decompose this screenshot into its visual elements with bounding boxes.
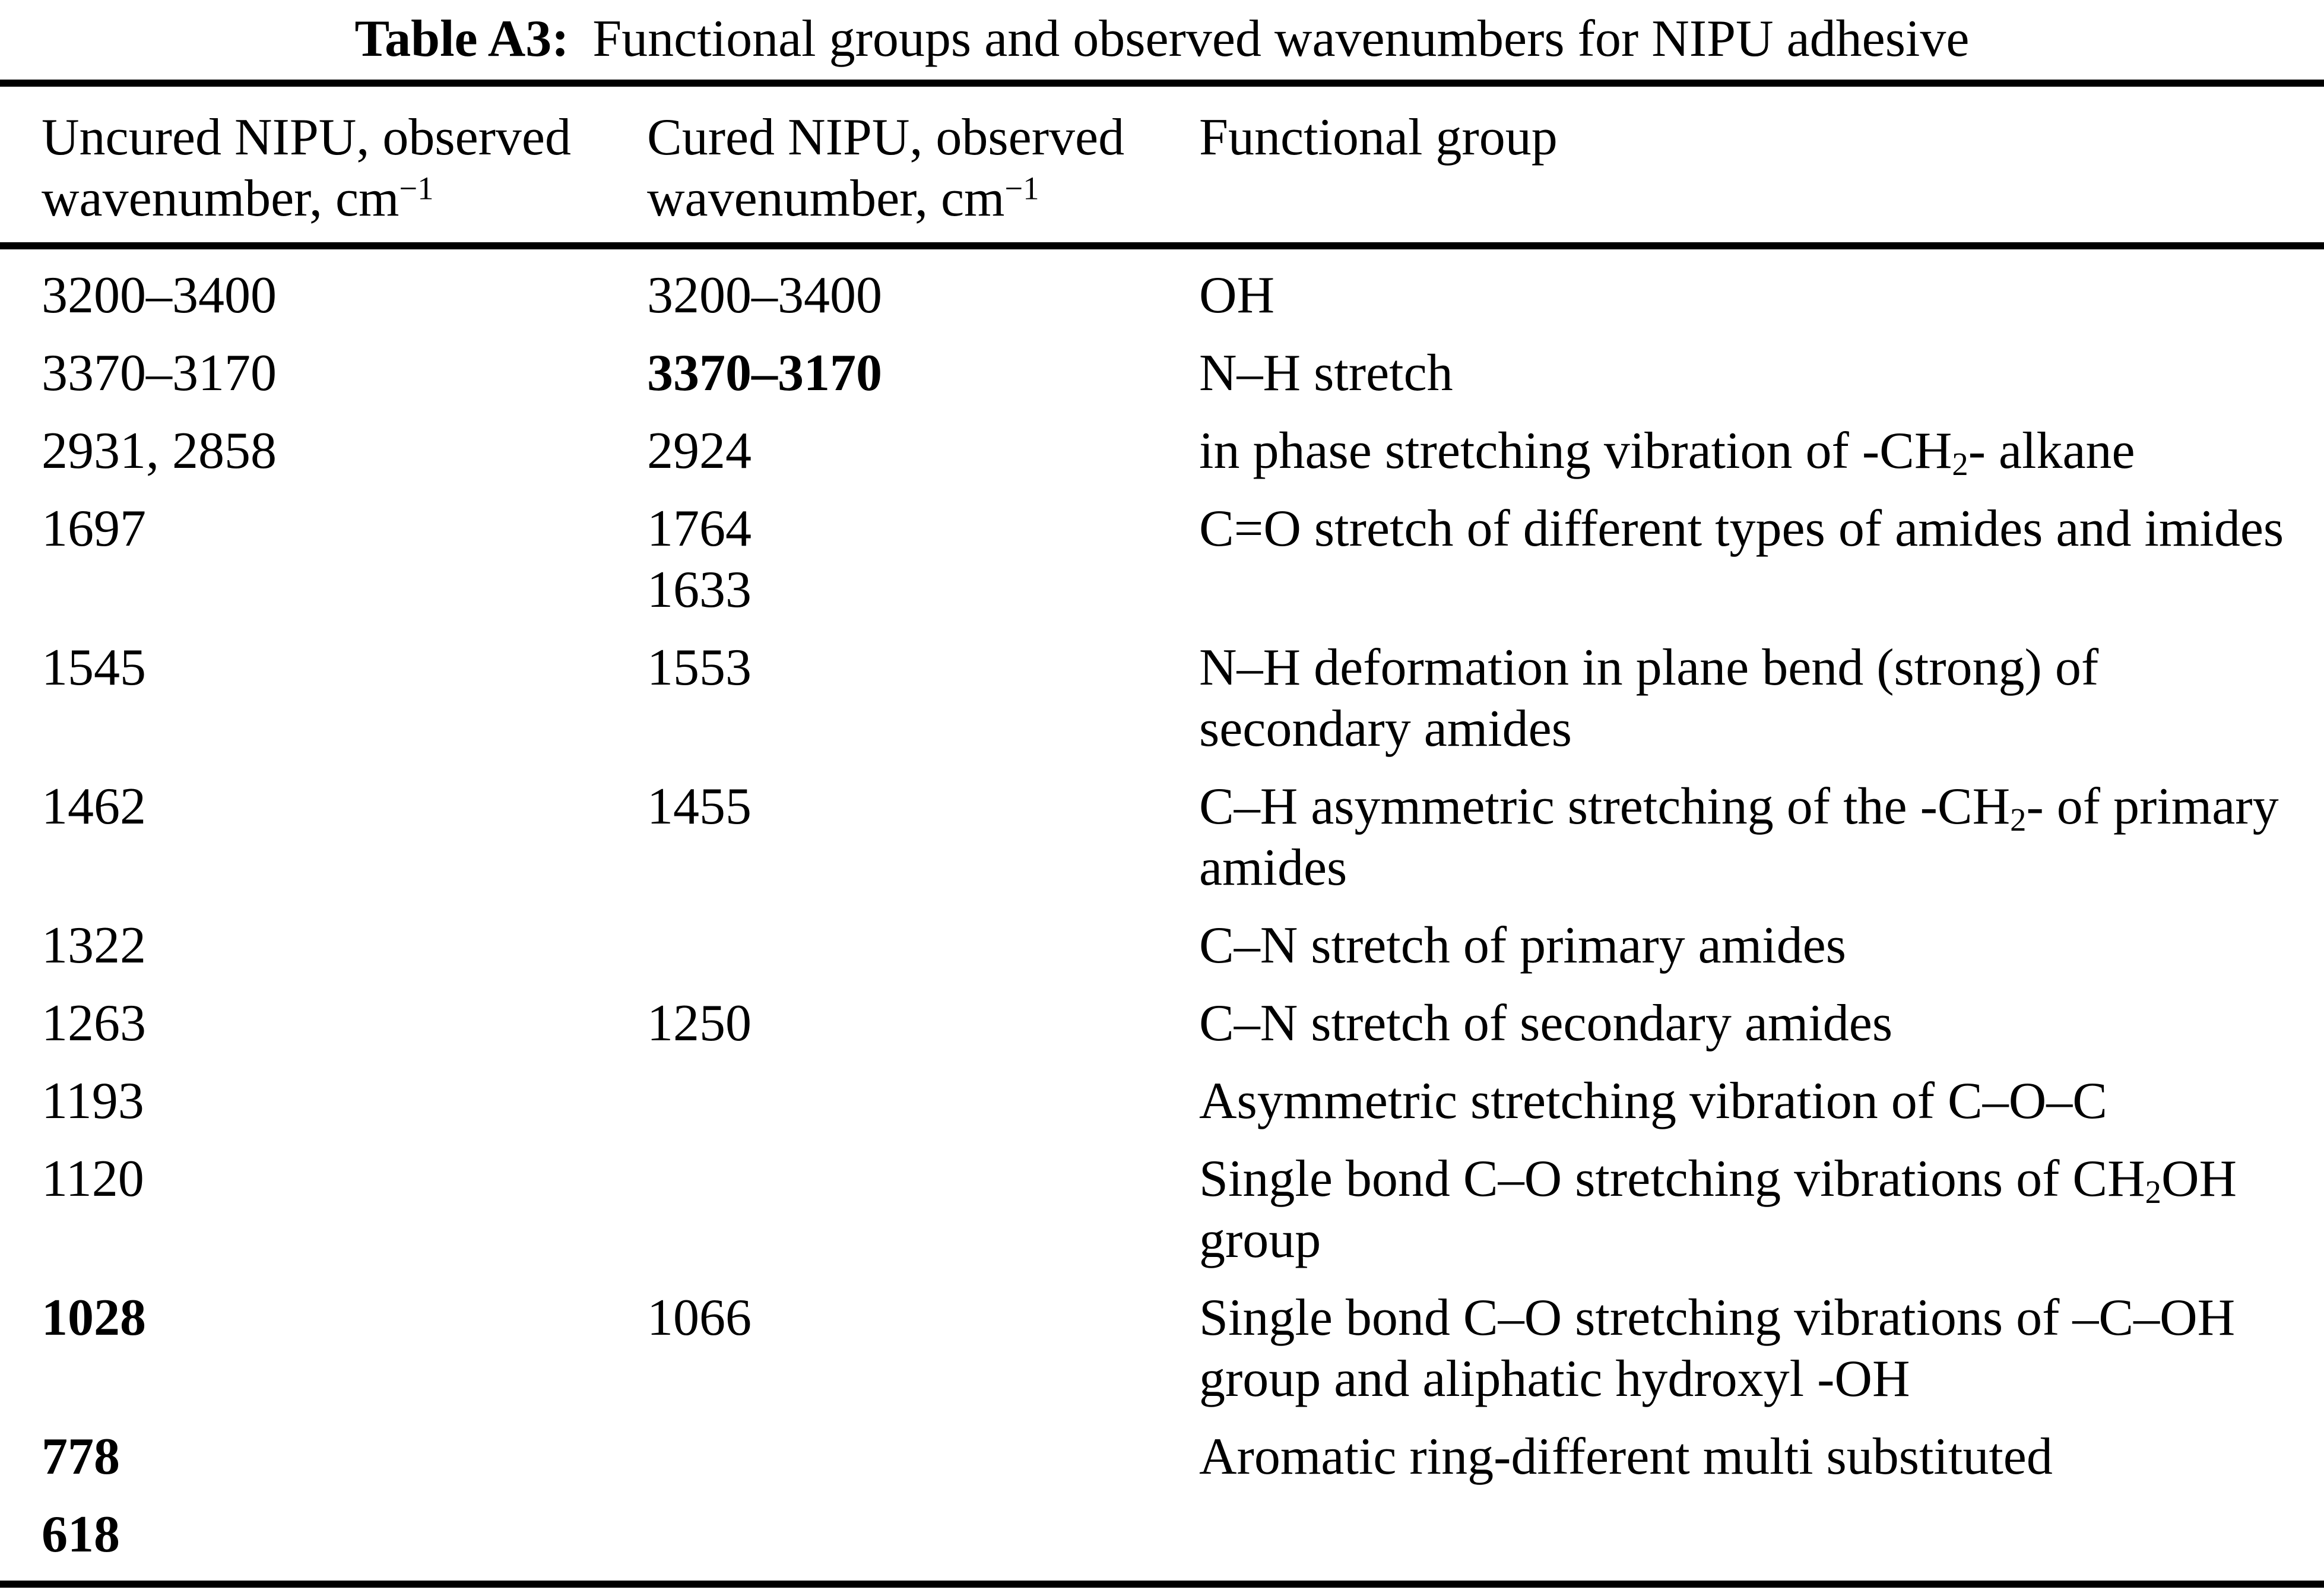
cell-cured-wavenumber <box>605 1062 1158 1140</box>
cell-cured-wavenumber: 1066 <box>647 1289 752 1347</box>
cell-functional-group: N–H deformation in plane bend (strong) of secondary amides <box>1199 639 2099 758</box>
cell-cured-wavenumber <box>605 907 1158 984</box>
column-header-functional-group: Functional group <box>1158 83 2324 246</box>
cell-uncured-wavenumber: 1462 <box>42 778 146 835</box>
table-row <box>0 412 2324 490</box>
cell-functional-group <box>1158 1496 2324 1584</box>
column-header-uncured: Uncured NIPU, observed wavenumber, $cm^{-1}$ <box>0 83 605 246</box>
table-row <box>0 246 2324 334</box>
cell-cured-wavenumber <box>605 1418 1158 1496</box>
table-row <box>0 1279 2324 1418</box>
cell-uncured-wavenumber: 1697 <box>42 500 146 558</box>
wavenumber-table <box>0 80 2324 1588</box>
table-row <box>0 1062 2324 1140</box>
table-row <box>0 1496 2324 1584</box>
cell-functional-group: C–H asymmetric stretching of the $-CH_2-$ of primary amides <box>1199 778 2279 897</box>
table-row <box>0 334 2324 412</box>
cell-functional-group: Single bond C–O stretching vibrations of $CH_2OH$ group <box>1199 1150 2237 1269</box>
cell-cured-wavenumber: 1764 1633 <box>647 500 752 619</box>
table-row <box>0 1140 2324 1279</box>
cell-cured-wavenumber: 3200–3400 <box>647 267 882 324</box>
caption-text: Functional groups and observed wavenumbers for NIPU adhesive <box>592 10 1970 68</box>
caption-label: Table A3: <box>354 10 569 68</box>
table-header <box>0 83 2324 246</box>
cell-functional-group: Aromatic ring-different multi substituted <box>1199 1428 2053 1486</box>
cell-uncured-wavenumber: 2931, 2858 <box>42 422 277 480</box>
table-row <box>0 768 2324 907</box>
cell-functional-group: OH <box>1199 267 1275 324</box>
cell-uncured-wavenumber: 618 <box>0 1496 605 1584</box>
table-body <box>0 246 2324 1584</box>
cell-cured-wavenumber: 3370–3170 <box>647 344 882 402</box>
header-row <box>0 83 2324 246</box>
cell-cured-wavenumber: 1250 <box>647 995 752 1052</box>
table-row <box>0 490 2324 629</box>
cell-functional-group: Asymmetric stretching vibration of C–O–C <box>1199 1072 2107 1130</box>
column-header-cured: Cured NIPU, observed wavenumber, $cm^{-1}$ <box>605 83 1158 246</box>
cell-cured-wavenumber <box>605 1496 1158 1584</box>
table-row <box>0 629 2324 768</box>
cell-functional-group: C=O stretch of different types of amides and imides <box>1199 500 2284 558</box>
table-caption <box>0 4 2324 75</box>
cell-cured-wavenumber: 1553 <box>647 639 752 696</box>
cell-uncured-wavenumber: 1120 <box>42 1150 144 1208</box>
cell-cured-wavenumber: 2924 <box>647 422 752 480</box>
cell-uncured-wavenumber: 1263 <box>42 995 146 1052</box>
cell-functional-group: C–N stretch of primary amides <box>1199 917 1846 974</box>
table-row <box>0 984 2324 1062</box>
cell-cured-wavenumber: 1455 <box>647 778 752 835</box>
cell-uncured-wavenumber: 1193 <box>42 1072 144 1130</box>
table-row <box>0 907 2324 984</box>
cell-functional-group: C–N stretch of secondary amides <box>1199 995 1893 1052</box>
cell-uncured-wavenumber: 1028 <box>42 1289 146 1347</box>
cell-cured-wavenumber <box>605 1140 1158 1279</box>
cell-functional-group: in phase stretching vibration of $-CH_2-$ alkane <box>1199 422 2135 482</box>
paper-page <box>0 4 2324 1588</box>
cell-uncured-wavenumber: 3370–3170 <box>42 344 277 402</box>
cell-uncured-wavenumber: 1322 <box>42 917 146 974</box>
cell-functional-group: Single bond C–O stretching vibrations of –C–OH group and aliphatic hydroxyl -OH <box>1199 1289 2236 1408</box>
cell-uncured-wavenumber: 1545 <box>42 639 146 696</box>
table-row <box>0 1418 2324 1496</box>
cell-uncured-wavenumber: 3200–3400 <box>42 267 277 324</box>
cell-functional-group: N–H stretch <box>1199 344 1453 402</box>
cell-uncured-wavenumber: 778 <box>42 1428 120 1486</box>
